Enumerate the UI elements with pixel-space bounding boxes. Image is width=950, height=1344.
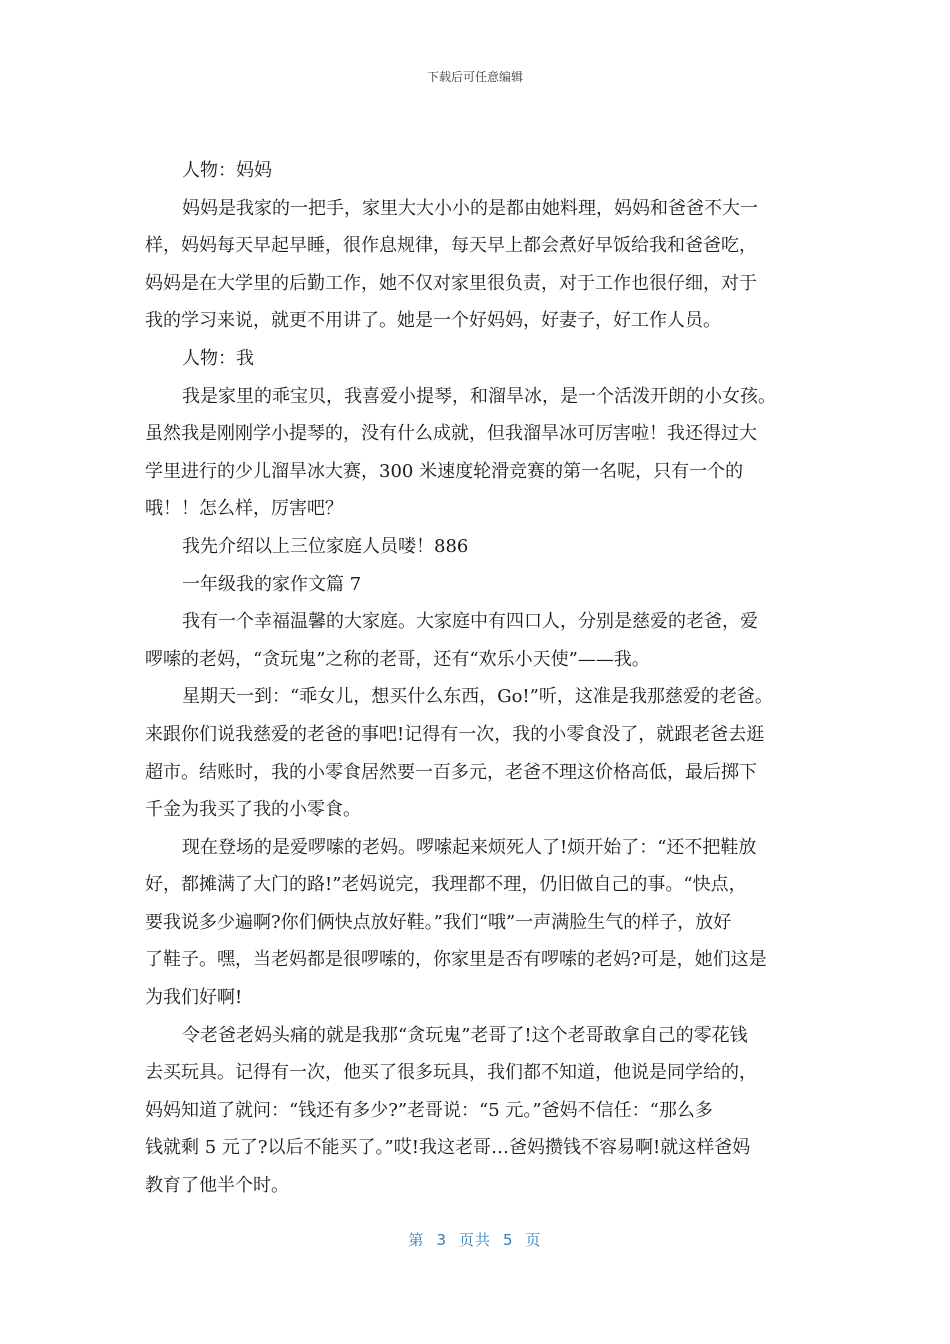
text-line: 现在登场的是爱啰嗦的老妈。啰嗦起来烦死人了!烦开始了：“还不把鞋放 <box>182 836 757 858</box>
text-line: 学里进行的少儿溜旱冰大赛，300 米速度轮滑竞赛的第一名呢，只有一个的 <box>145 460 744 482</box>
text-line: 超市。结账时，我的小零食居然要一百多元，老爸不理这价格高低，最后掷下 <box>145 761 757 783</box>
text-line: 好，都摊满了大门的路!”老妈说完，我理都不理，仍旧做自己的事。“快点， <box>145 874 747 896</box>
text-line: 样，妈妈每天早起早睡，很作息规律，每天早上都会煮好早饭给我和爸爸吃， <box>145 235 757 257</box>
page-header: 下载后可任意编辑 <box>426 70 523 84</box>
text-line: 我有一个幸福温馨的大家庭。大家庭中有四口人，分别是慈爱的老爸，爱 <box>182 611 758 633</box>
total-page-count: 5 <box>503 1231 514 1249</box>
page-label-start: 第 <box>408 1231 425 1249</box>
text-line: 哦！！怎么样，厉害吧？ <box>145 498 343 520</box>
text-line: 令老爸老妈头痛的就是我那“贪玩鬼”老哥了!这个老哥敢拿自己的零花钱 <box>182 1024 748 1046</box>
text-line: 妈妈是在大学里的后勤工作，她不仅对家里很负责，对于工作也很仔细，对于 <box>145 272 757 294</box>
current-page-number: 3 <box>436 1231 447 1249</box>
section-title: 一年级我的家作文篇 7 <box>182 573 362 595</box>
text-line: 人物：我 <box>182 347 254 369</box>
document-body <box>145 152 810 1205</box>
page-label-middle: 页共 <box>458 1231 491 1249</box>
text-line: 人物：妈妈 <box>182 160 272 181</box>
text-line: 星期天一到：“乖女儿，想买什么东西，Go!”听，这准是我那慈爱的老爸。 <box>182 686 773 708</box>
page-footer <box>0 1229 950 1250</box>
text-line: 我是家里的乖宝贝，我喜爱小提琴，和溜旱冰，是一个活泼开朗的小女孩。 <box>182 385 776 407</box>
text-line: 为我们好啊! <box>145 987 243 1009</box>
text-line: 啰嗦的老妈，“贪玩鬼”之称的老哥，还有“欢乐小天使”——我。 <box>145 648 650 670</box>
text-line: 钱就剩 5 元了?以后不能买了。”哎!我这老哥…爸妈攒钱不容易啊!就这样爸妈 <box>145 1137 751 1159</box>
text-line: 妈妈知道了就问：“钱还有多少?”老哥说：“5 元。”爸妈不信任：“那么多 <box>145 1099 713 1121</box>
text-line: 妈妈是我家的一把手，家里大大小小的是都由她料理，妈妈和爸爸不大一 <box>182 197 758 219</box>
text-line: 要我说多少遍啊?你们俩快点放好鞋。”我们“哦”一声满脸生气的样子，放好 <box>145 911 732 933</box>
text-line: 虽然我是刚刚学小提琴的，没有什么成就，但我溜旱冰可厉害啦！我还得过大 <box>145 423 757 445</box>
text-line: 了鞋子。嘿，当老妈都是很啰嗦的，你家里是否有啰嗦的老妈?可是，她们这是 <box>145 949 767 971</box>
text-line: 我的学习来说，就更不用讲了。她是一个好妈妈，好妻子，好工作人员。 <box>145 310 721 332</box>
text-line: 千金为我买了我的小零食。 <box>145 799 361 821</box>
text-line: 教育了他半个时。 <box>145 1175 289 1197</box>
text-line: 来跟你们说我慈爱的老爸的事吧!记得有一次，我的小零食没了，就跟老爸去逛 <box>145 723 765 745</box>
page-label-end: 页 <box>525 1231 542 1249</box>
text-line: 我先介绍以上三位家庭人员喽！886 <box>182 535 469 557</box>
text-line: 去买玩具。记得有一次，他买了很多玩具，我们都不知道，他说是同学给的， <box>145 1062 757 1084</box>
